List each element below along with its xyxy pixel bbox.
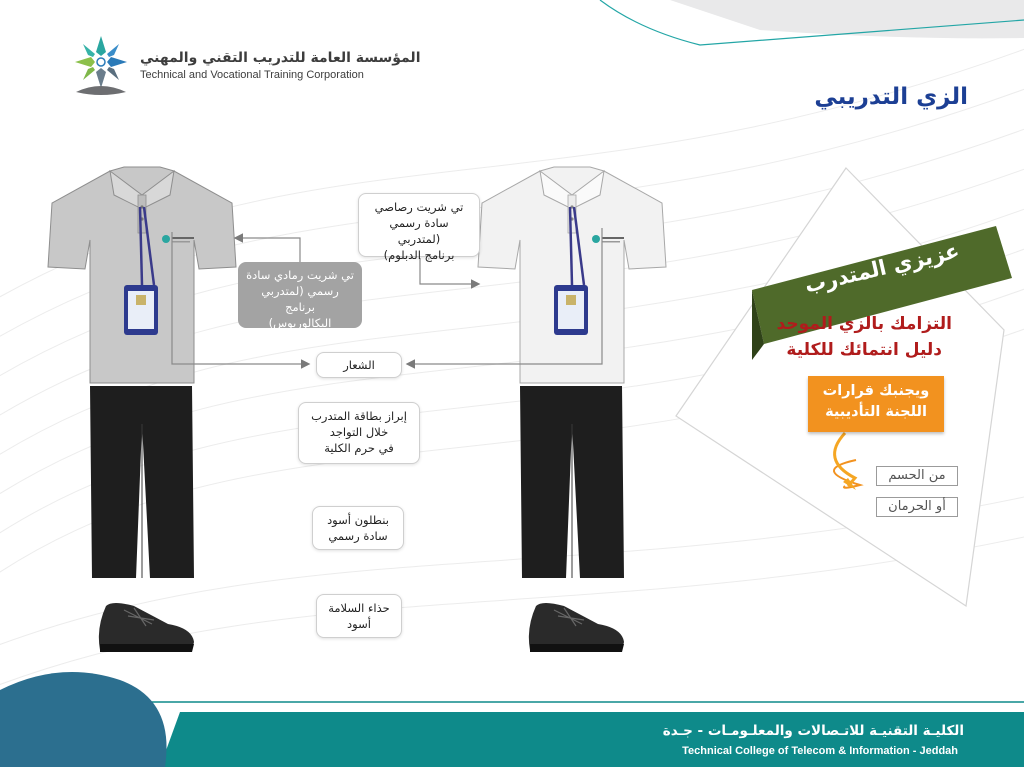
callout-line: تي شريت رصاصي [374,200,464,214]
footer-college-name-arabic: الكليـة التقنيـة للاتـصالات والمعلـومـات - جـدة [662,723,964,739]
warning-line: ويجنبك قرارات [822,383,930,399]
panel-line-1: التزامك بالزي الموحد [776,314,952,334]
callout-line: حذاء السلامة [328,601,390,615]
deduction-tag: من الحسم [876,466,958,486]
org-name-english: Technical and Vocational Training Corporation [140,69,364,81]
disciplinary-warning-box [808,376,944,432]
callout-line: في حرم الكلية [324,441,394,455]
panel-line-2: دليل انتمائك للكلية [786,340,942,360]
gray-shirt-callout [238,262,362,328]
panel-heading: عزيزي المتدرب [802,238,962,298]
warning-line: اللجنة التأديبية [825,404,927,420]
callout-line: بنطلون أسود [327,513,389,527]
callout-line: رسمي (لمتدربي برنامج [261,284,339,314]
org-name-arabic: المؤسسة العامة للتدريب التقني والمهني [140,50,421,66]
callout-line: خلال التواجد [329,425,389,439]
callout-line: سادة رسمي [328,529,388,543]
callout-line: إبراز بطاقة المتدرب [311,409,407,423]
callout-line: برنامج الدبلوم) [383,248,455,262]
white-shirt-callout [358,193,480,262]
page-title: الزي التدريبي [814,84,968,110]
callout-line: تي شريت رمادي سادة [246,268,354,282]
callout-line: سادة رسمي (لمتدربي [389,216,449,246]
footer-college-name-english: Technical College of Telecom & Information - Jeddah [682,745,958,757]
deprivation-tag: أو الحرمان [876,497,958,517]
shoes-callout [316,594,402,638]
callout-line: البكالوريوس) [268,316,332,330]
pants-callout [312,506,404,550]
logo-callout: الشعار [316,352,402,378]
callout-line: أسود [347,617,371,631]
id-card-callout [298,402,420,464]
